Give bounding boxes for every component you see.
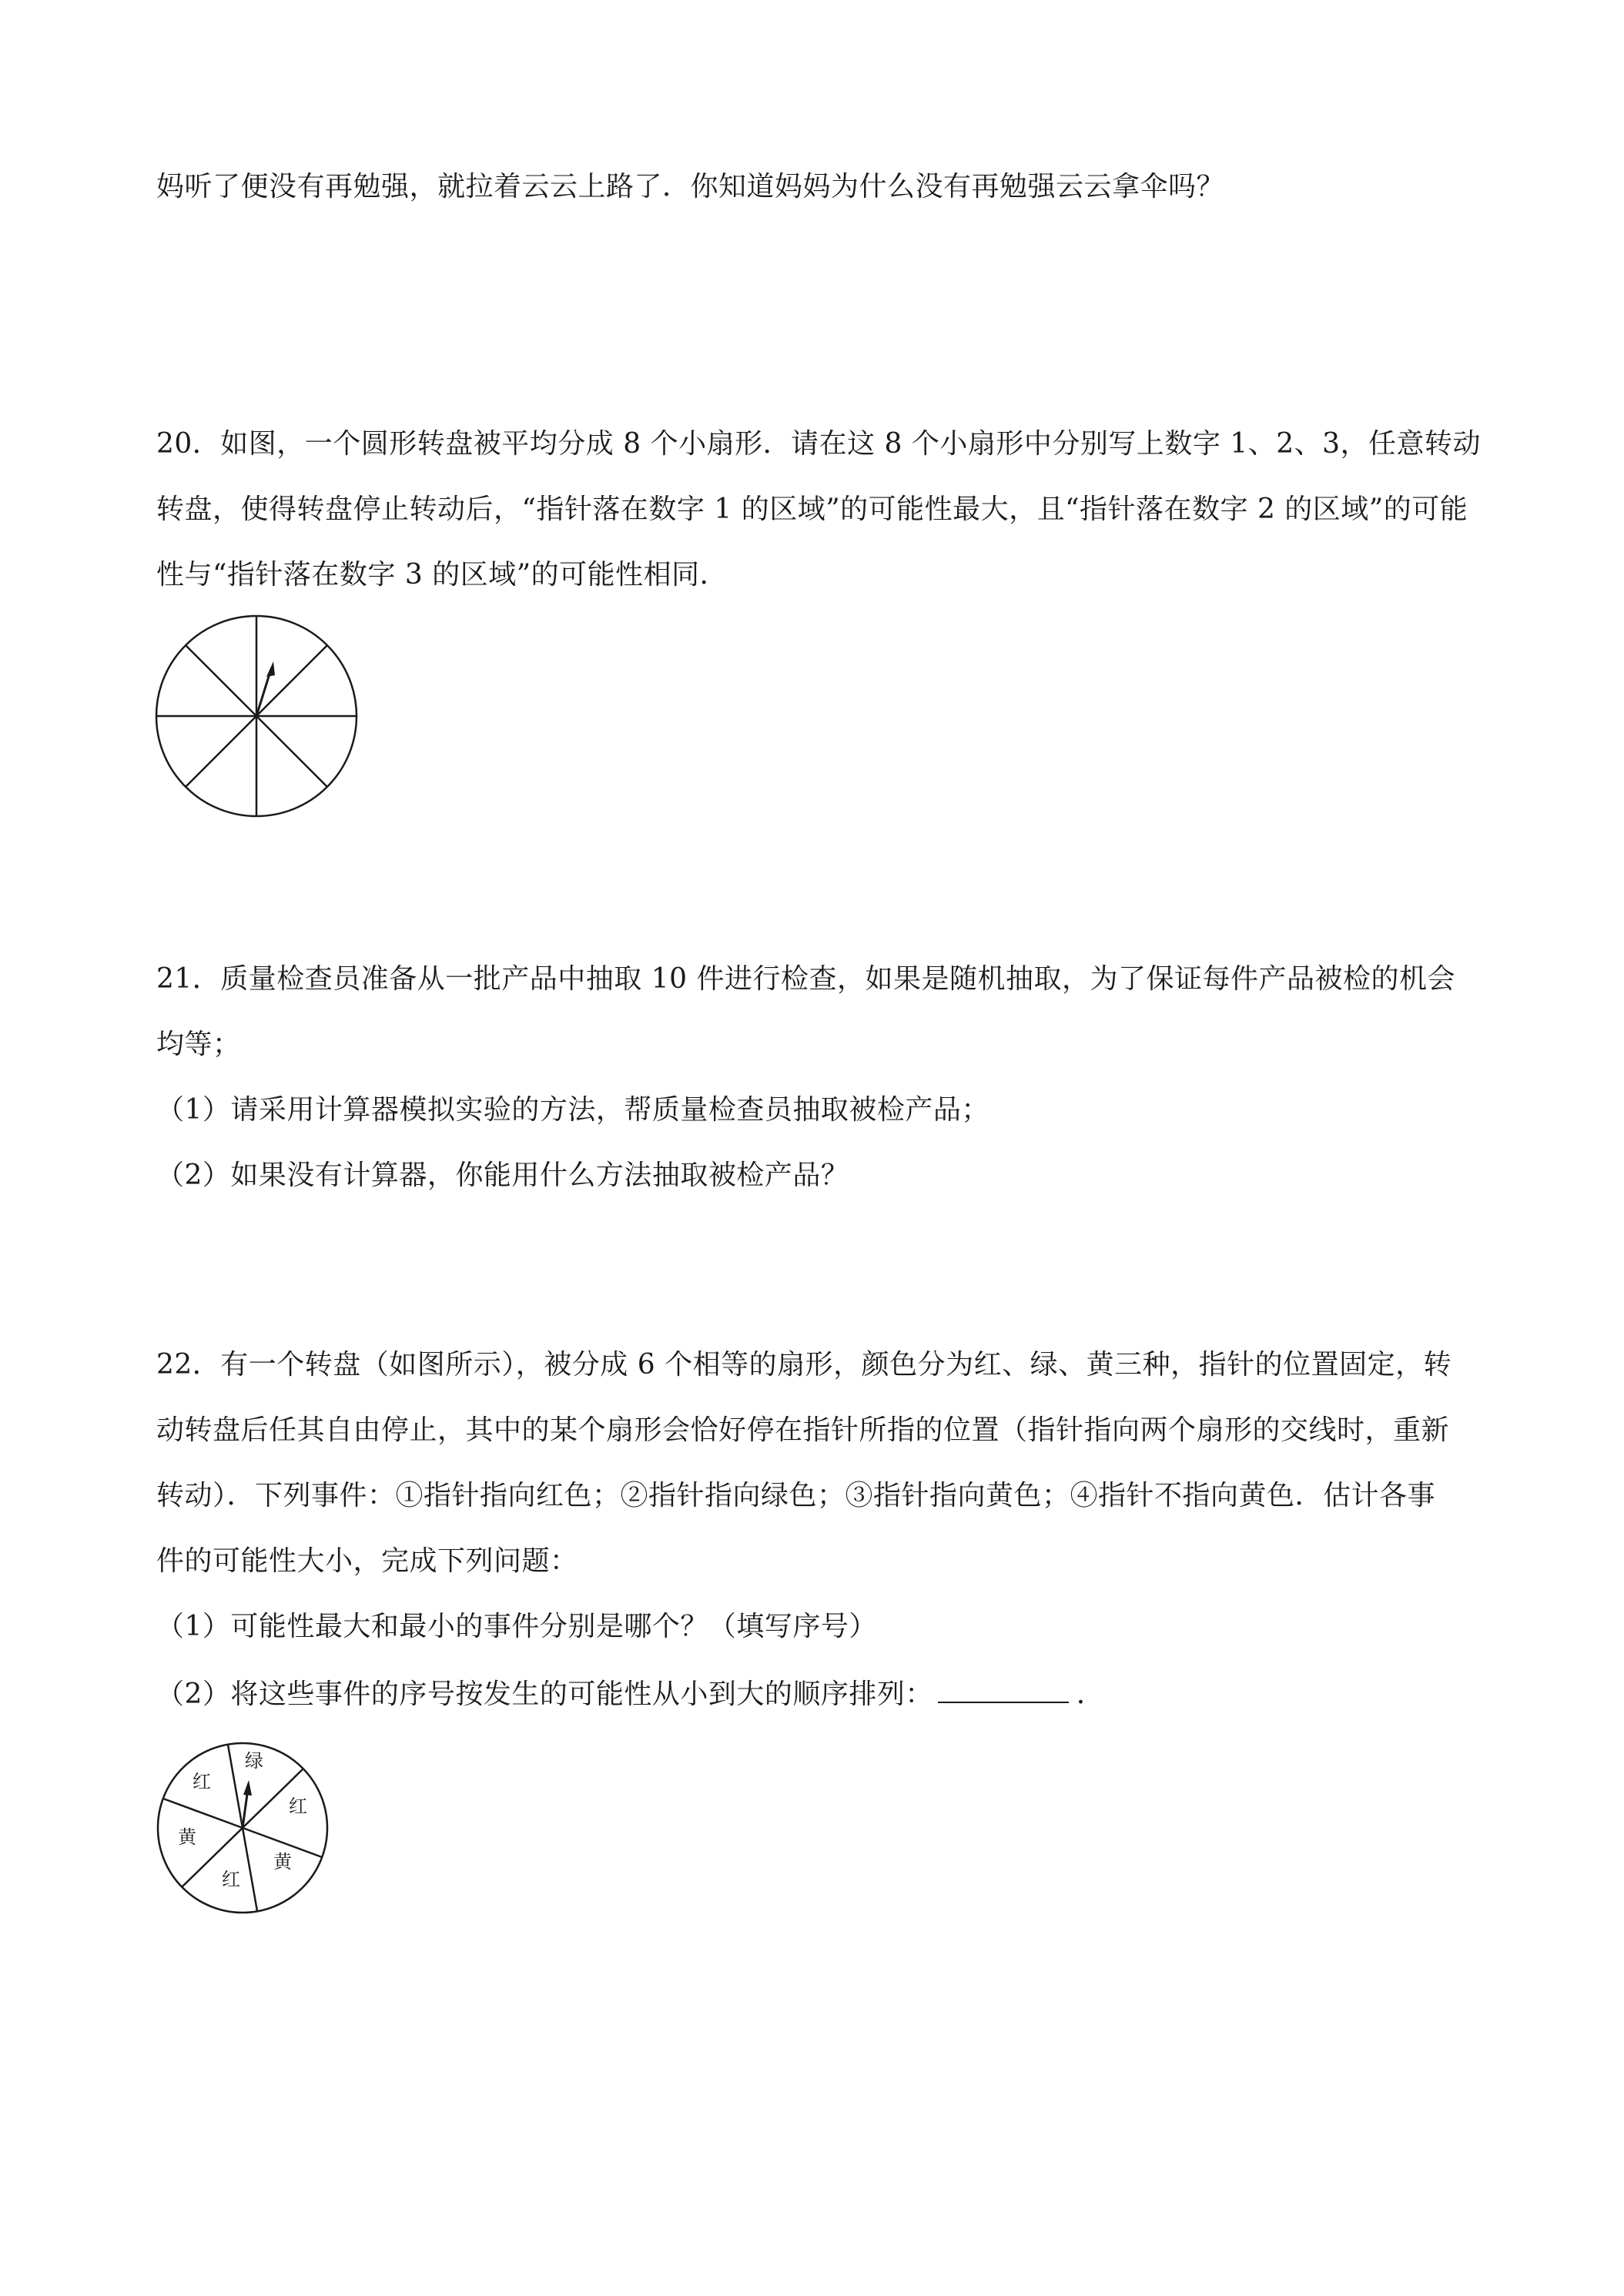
q20-spinner-figure (151, 611, 362, 822)
q22-text-line-6 (156, 1675, 1104, 1712)
intro-text-line: 妈听了便没有再勉强，就拉着云云上路了．你知道妈妈为什么没有再勉强云云拿伞吗？ (156, 171, 1225, 202)
q22-question-2-suffix: ． (1076, 1678, 1105, 1710)
sector-label-yellow-right: 黄 (273, 1851, 292, 1873)
sector-label-yellow-left: 黄 (178, 1826, 196, 1848)
q22-spinner-figure (151, 1736, 336, 1921)
sector-label-red-bottom: 红 (222, 1869, 240, 1890)
q22-text-line-4: 件的可能性大小，完成下列问题： (156, 1545, 578, 1577)
answer-blank[interactable] (938, 1675, 1069, 1703)
q22-text-line-5: （1）可能性最大和最小的事件分别是哪个？（填写序号） (156, 1611, 877, 1642)
q22-text-line-1: 22．有一个转盘（如图所示），被分成 6 个相等的扇形，颜色分为红、绿、黄三种，指针的位置固定，转 (156, 1349, 1452, 1381)
q22-divider-4 (243, 1828, 257, 1911)
q22-divider-1 (228, 1745, 243, 1828)
q20-text-line-3: 性与“指针落在数字 3 的区域”的可能性相同． (156, 559, 728, 591)
q20-text-line-2: 转盘，使得转盘停止转动后，“指针落在数字 1 的区域”的可能性最大，且“指针落在数字 2 的区域”的可能 (156, 494, 1468, 525)
q21-text-line-2: 均等； (156, 1029, 241, 1060)
q21-text-line-3: （1）请采用计算器模拟实验的方法，帮质量检查员抽取被检产品； (156, 1094, 989, 1126)
sector-label-green: 绿 (245, 1750, 263, 1772)
q21-text-line-1: 21．质量检查员准备从一批产品中抽取 10 件进行检查，如果是随机抽取，为了保证每件产品被检的机会 (156, 963, 1456, 995)
q22-text-line-3: 转动）．下列事件：①指针指向红色；②指针指向绿色；③指针指向黄色；④指针不指向黄色．估计各事 (156, 1480, 1436, 1511)
q20-text-line-1: 20．如图，一个圆形转盘被平均分成 8 个小扇形．请在这 8 个小扇形中分别写上数字 1、2、3，任意转动 (156, 428, 1482, 460)
sector-label-red-left: 红 (193, 1771, 211, 1792)
q22-question-2-prefix: （2）将这些事件的序号按发生的可能性从小到大的顺序排列： (156, 1678, 933, 1710)
q22-text-line-2: 动转盘后任其自由停止，其中的某个扇形会恰好停在指针所指的位置（指针指向两个扇形的交线时，重新 (156, 1414, 1450, 1446)
q21-text-line-4: （2）如果没有计算器，你能用什么方法抽取被检产品？ (156, 1160, 849, 1191)
sector-label-red-right: 红 (289, 1796, 307, 1817)
q22-divider-6 (163, 1799, 243, 1828)
